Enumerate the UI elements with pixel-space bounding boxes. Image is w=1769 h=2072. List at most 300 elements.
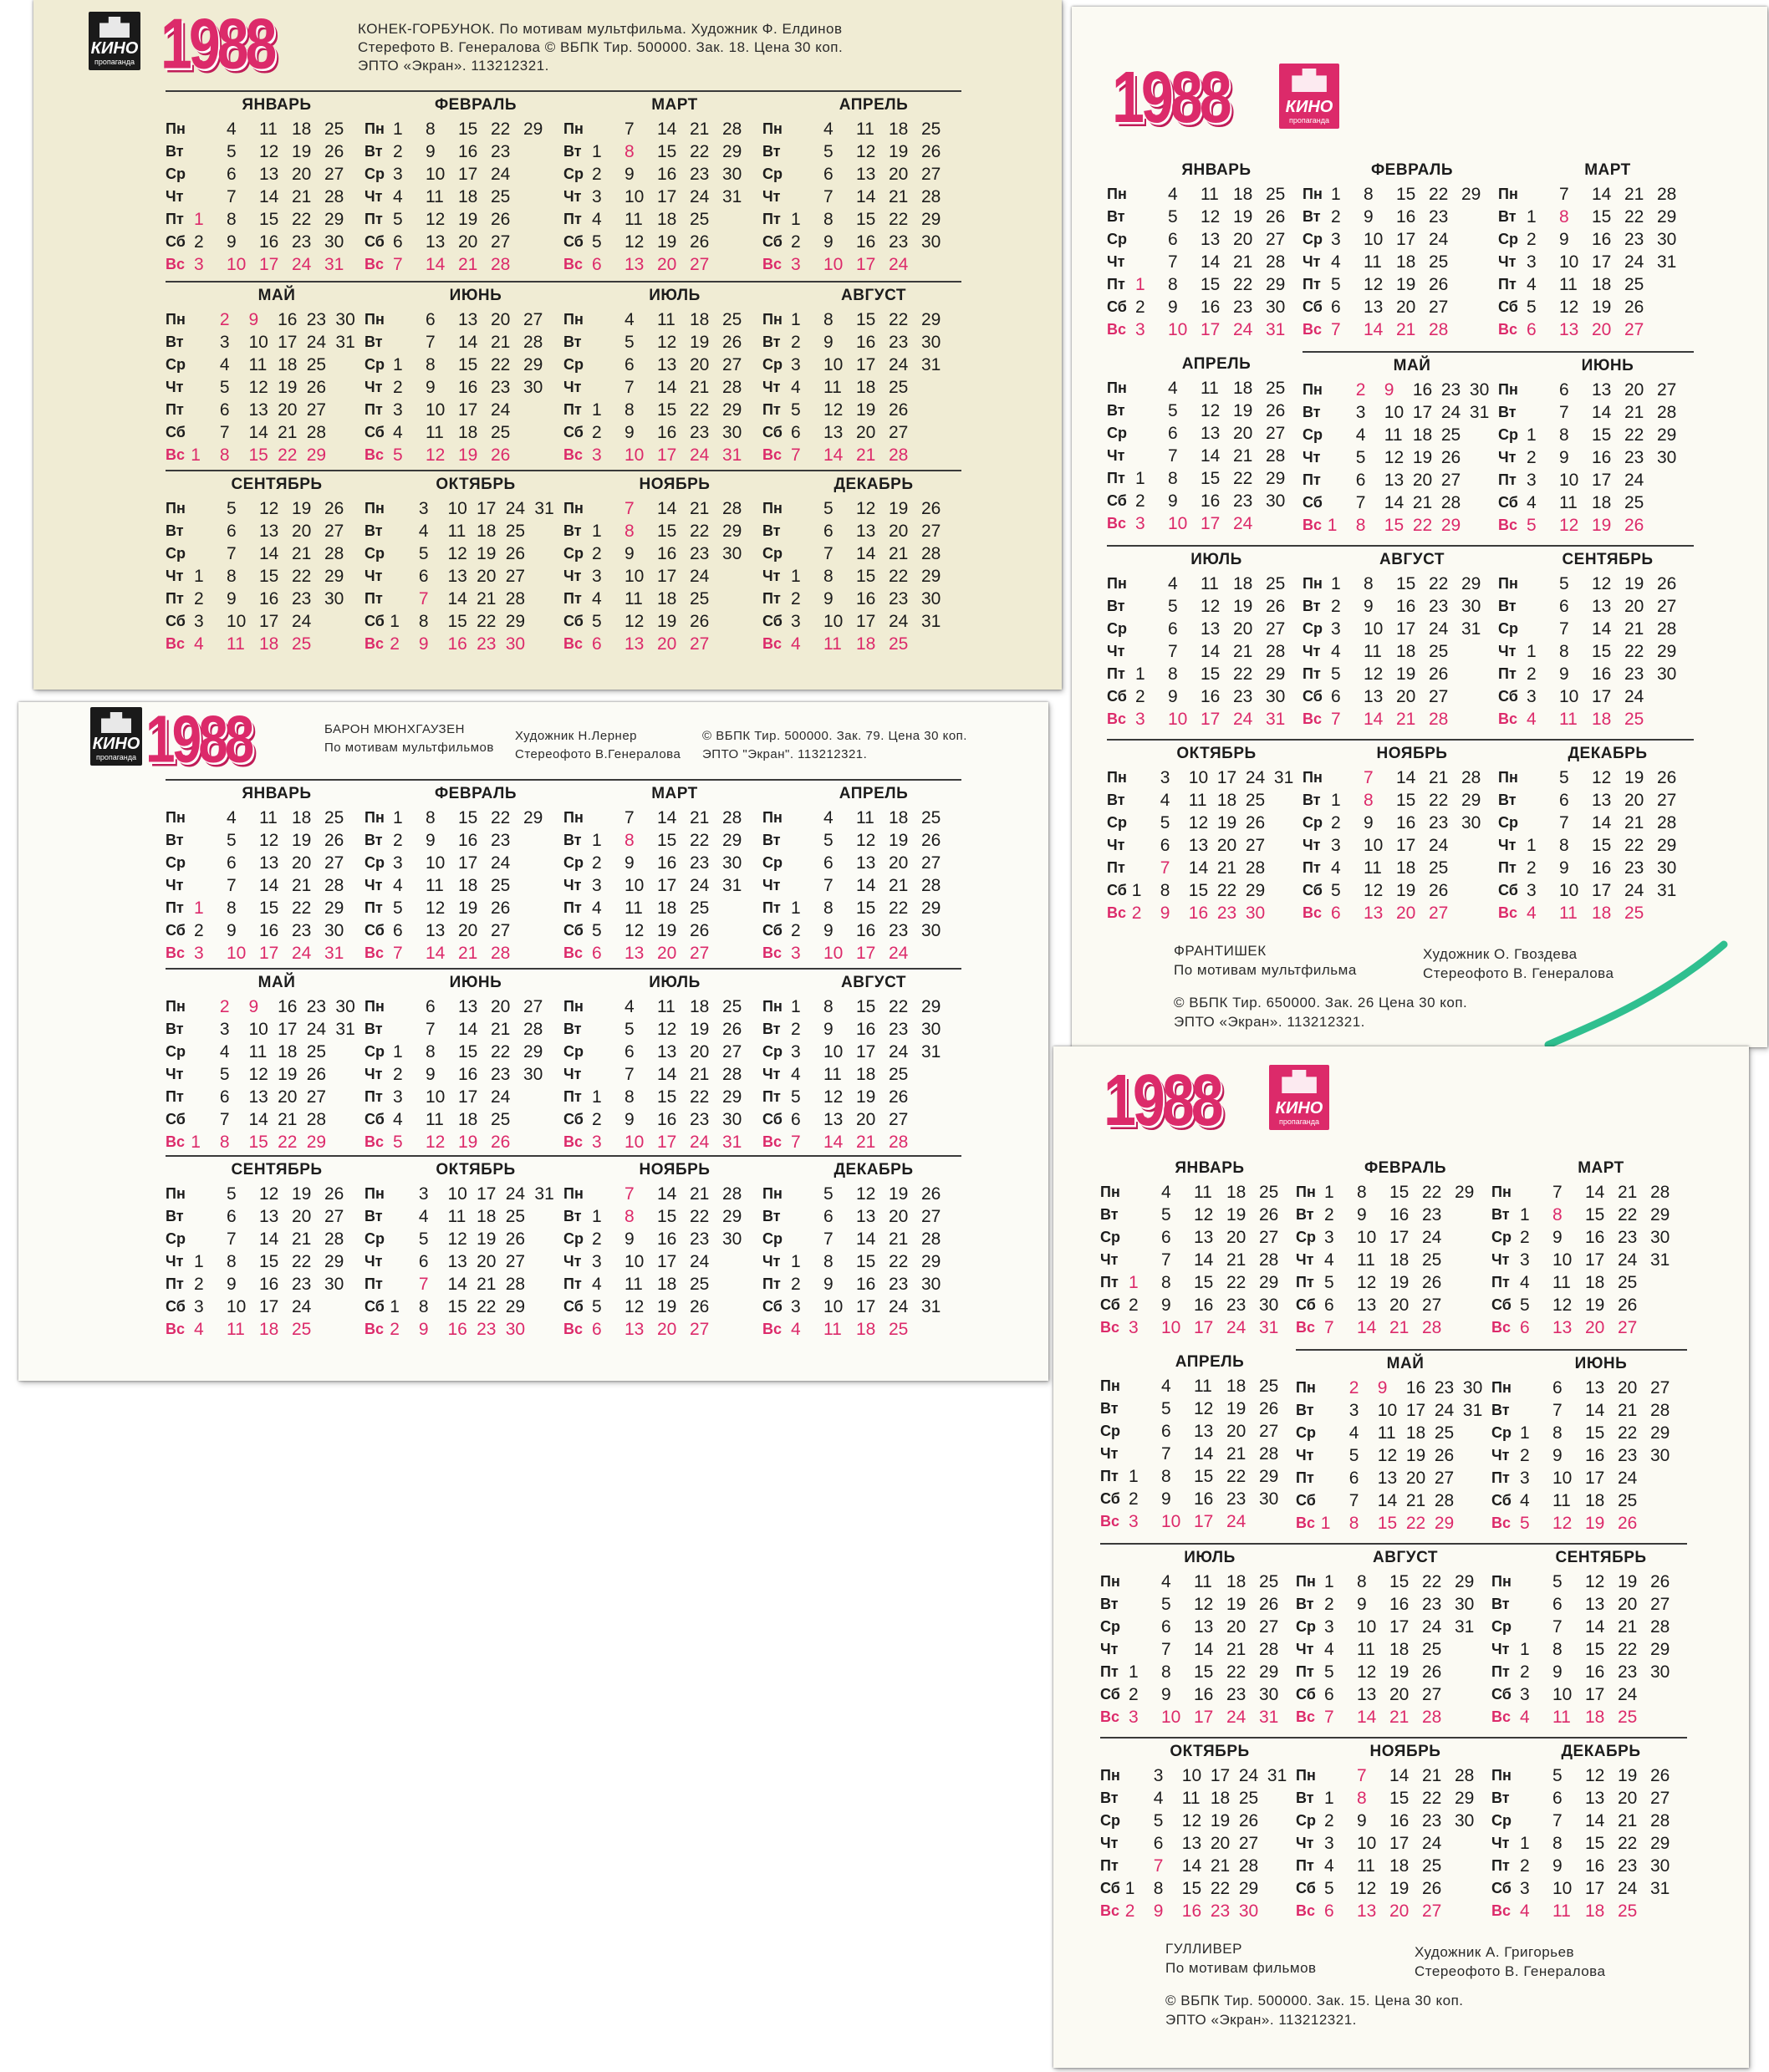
day-cell: 23 xyxy=(690,1110,710,1129)
day-cell: 17 xyxy=(856,255,876,274)
day-cell xyxy=(335,444,365,466)
weekday-label: Пн xyxy=(166,809,186,826)
day-cell: 29 xyxy=(306,1133,327,1152)
day-cell: 26 xyxy=(690,232,710,252)
day-cell: 4 xyxy=(393,876,403,895)
day-cell xyxy=(1129,1226,1161,1249)
weekday-label: Пн xyxy=(1491,1379,1512,1396)
day-cell: 7 xyxy=(791,1133,801,1152)
weekday-label: Вс xyxy=(1100,1319,1120,1336)
day-cell: 27 xyxy=(889,423,909,442)
day-cell xyxy=(1132,834,1160,857)
weekday-label: Ср xyxy=(1498,426,1518,443)
day-cell: 3 xyxy=(592,187,602,206)
day-cell: 23 xyxy=(1233,687,1253,706)
day-cell: 16 xyxy=(259,589,279,608)
day-cell: 14 xyxy=(1396,768,1416,787)
month-name: ЯНВАРЬ xyxy=(242,96,312,114)
day-cell: 11 xyxy=(1357,1856,1375,1876)
weekday-label: Пт xyxy=(1296,1663,1314,1680)
day-cell: 13 xyxy=(1357,1296,1377,1315)
weekday-label: Чт xyxy=(1296,1835,1314,1851)
day-cell: 22 xyxy=(690,1087,710,1107)
weekday-label: Вс xyxy=(365,944,385,961)
day-cell: 21 xyxy=(889,1229,909,1249)
day-cell: 15 xyxy=(1592,836,1612,855)
day-cell: 4 xyxy=(592,589,602,608)
weekday-label: Пн xyxy=(1498,769,1518,786)
day-cell: 15 xyxy=(248,445,268,465)
day-cell: 2 xyxy=(791,232,801,252)
day-cell: 9 xyxy=(1552,1856,1563,1876)
month-name: ДЕКАБРЬ xyxy=(1568,745,1648,762)
day-cell: 26 xyxy=(1266,597,1286,616)
day-cell: 19 xyxy=(690,333,710,352)
calendar-card-konek-gorbunok xyxy=(33,0,1062,690)
day-cell: 10 xyxy=(1559,252,1579,272)
day-cell: 12 xyxy=(856,142,876,161)
day-cell: 17 xyxy=(1216,768,1237,787)
weekday-label: Пт xyxy=(365,1088,383,1105)
day-cell: 9 xyxy=(426,142,436,161)
day-cell xyxy=(791,497,823,520)
day-cell: 22 xyxy=(292,1252,312,1271)
day-cell: 25 xyxy=(1624,710,1644,729)
day-cell: 13 xyxy=(1201,230,1221,249)
weekday-label: Вт xyxy=(762,832,781,848)
day-cell xyxy=(1461,296,1494,318)
day-cell: 14 xyxy=(248,1110,268,1129)
day-cell xyxy=(194,118,227,140)
day-cell xyxy=(1455,1683,1487,1706)
day-cell: 4 xyxy=(791,634,801,654)
day-cell: 15 xyxy=(657,400,677,420)
day-cell xyxy=(1657,491,1690,514)
weekday-label: Пн xyxy=(1491,1767,1512,1784)
day-cell: 29 xyxy=(1461,185,1481,204)
day-cell: 7 xyxy=(1161,1250,1171,1270)
day-cell: 8 xyxy=(625,1207,635,1226)
day-cell: 15 xyxy=(657,1207,677,1226)
day-cell: 11 xyxy=(856,120,874,139)
day-cell xyxy=(523,444,556,466)
day-cell: 30 xyxy=(324,589,344,608)
day-cell: 3 xyxy=(219,333,230,352)
weekday-label: Пн xyxy=(1107,186,1127,202)
day-cell: 12 xyxy=(856,1184,876,1204)
day-cell: 31 xyxy=(1657,252,1677,272)
weekday-label: Пн xyxy=(762,500,783,517)
day-cell xyxy=(592,497,625,520)
day-cell xyxy=(791,874,823,897)
weekday-label: Вс xyxy=(1296,1319,1316,1336)
day-cell: 7 xyxy=(1331,710,1341,729)
day-cell: 17 xyxy=(1194,1318,1214,1337)
weekday-label: Пт xyxy=(563,401,582,418)
day-cell: 9 xyxy=(625,853,635,873)
day-cell: 23 xyxy=(889,333,909,352)
day-cell: 2 xyxy=(1135,298,1145,317)
day-cell xyxy=(592,1183,625,1205)
day-cell: 9 xyxy=(418,634,429,654)
day-cell: 28 xyxy=(722,120,742,139)
day-cell xyxy=(194,874,227,897)
day-cell: 25 xyxy=(1429,252,1449,272)
weekday-label: Пн xyxy=(365,1185,385,1202)
weekday-label: Чт xyxy=(1303,253,1321,270)
day-cell: 4 xyxy=(1160,791,1170,810)
day-cell: 27 xyxy=(889,1110,909,1129)
day-cell: 2 xyxy=(1135,687,1145,706)
day-cell: 2 xyxy=(1520,1228,1530,1247)
month-10 xyxy=(1100,1737,1296,1931)
day-cell: 11 xyxy=(447,522,466,541)
day-cell: 10 xyxy=(1357,1834,1377,1853)
day-cell: 6 xyxy=(592,1320,602,1339)
day-cell: 30 xyxy=(1650,1446,1670,1465)
day-cell: 25 xyxy=(921,808,941,827)
day-cell: 31 xyxy=(324,944,344,963)
day-cell: 28 xyxy=(505,589,526,608)
day-cell: 16 xyxy=(1194,1685,1214,1704)
kinopropaganda-logo: КИНО пропаганда xyxy=(90,707,142,766)
day-cell: 6 xyxy=(1559,597,1569,616)
day-cell: 6 xyxy=(393,921,403,940)
day-cell: 23 xyxy=(1624,858,1644,878)
day-cell: 19 xyxy=(1226,1205,1246,1224)
day-cell: 27 xyxy=(1618,1318,1638,1337)
day-cell: 30 xyxy=(1650,1856,1670,1876)
weekday-label: Вс xyxy=(1303,710,1323,727)
day-cell: 6 xyxy=(592,255,602,274)
day-cell xyxy=(194,1183,227,1205)
day-cell: 3 xyxy=(1348,1401,1359,1420)
day-cell: 23 xyxy=(1422,1205,1442,1224)
day-cell: 11 xyxy=(1194,1377,1212,1396)
month-name: МАРТ xyxy=(1578,1159,1624,1177)
day-cell: 23 xyxy=(1429,813,1449,832)
month-11 xyxy=(1296,1737,1491,1931)
day-cell xyxy=(1461,857,1494,879)
day-cell: 13 xyxy=(856,522,876,541)
weekday-label: Чт xyxy=(1296,1641,1314,1657)
weekday-label: Сб xyxy=(365,1111,385,1128)
day-cell: 26 xyxy=(1245,813,1266,832)
day-cell: 18 xyxy=(1226,1183,1246,1202)
day-cell: 20 xyxy=(491,997,511,1016)
day-cell: 4 xyxy=(227,120,237,139)
day-cell: 20 xyxy=(1624,791,1644,810)
day-cell xyxy=(1274,789,1303,812)
day-cell: 12 xyxy=(1364,275,1384,294)
day-cell: 21 xyxy=(278,1110,298,1129)
day-cell: 27 xyxy=(324,1207,344,1226)
weekday-label: Вс xyxy=(166,1133,186,1150)
day-cell: 18 xyxy=(1233,574,1253,593)
day-cell: 21 xyxy=(1389,1318,1410,1337)
day-cell: 5 xyxy=(1520,1296,1530,1315)
day-cell: 1 xyxy=(1527,425,1537,445)
day-cell: 18 xyxy=(856,1320,876,1339)
day-cell: 7 xyxy=(625,378,635,397)
day-cell: 15 xyxy=(856,1252,876,1271)
day-cell: 26 xyxy=(324,499,344,518)
day-cell: 14 xyxy=(1377,1491,1398,1510)
day-cell xyxy=(534,1318,563,1341)
day-cell: 8 xyxy=(1168,275,1178,294)
weekday-label: Чт xyxy=(1100,1835,1119,1851)
day-cell: 28 xyxy=(722,1184,742,1204)
day-cell: 28 xyxy=(1266,252,1286,272)
day-cell: 4 xyxy=(418,1207,429,1226)
day-cell: 4 xyxy=(393,423,403,442)
day-cell: 27 xyxy=(306,400,327,420)
day-cell: 25 xyxy=(1259,1377,1279,1396)
day-cell: 10 xyxy=(227,255,247,274)
day-cell: 31 xyxy=(1650,1879,1670,1898)
month-1 xyxy=(166,92,365,281)
day-cell: 24 xyxy=(889,612,909,631)
day-cell: 8 xyxy=(1559,207,1569,227)
day-cell: 8 xyxy=(1559,836,1569,855)
day-cell: 11 xyxy=(1201,185,1219,204)
day-cell: 4 xyxy=(1331,858,1341,878)
year-title: 1988 xyxy=(1112,56,1229,138)
day-cell: 15 xyxy=(458,120,478,139)
day-cell: 17 xyxy=(657,1252,677,1271)
day-cell: 5 xyxy=(219,1065,230,1084)
day-cell: 23 xyxy=(292,1275,312,1294)
weekday-label: Вс xyxy=(762,635,783,652)
day-cell: 11 xyxy=(1559,904,1578,923)
day-cell: 26 xyxy=(921,831,941,850)
day-cell: 1 xyxy=(194,899,204,918)
day-cell: 18 xyxy=(477,1207,497,1226)
day-cell: 16 xyxy=(1181,1901,1202,1921)
day-cell: 9 xyxy=(1559,664,1569,684)
day-cell: 7 xyxy=(791,445,801,465)
day-cell: 5 xyxy=(625,333,635,352)
day-cell: 14 xyxy=(657,378,677,397)
day-cell: 21 xyxy=(1624,619,1644,639)
day-cell: 28 xyxy=(1455,1766,1475,1785)
weekday-label: Вт xyxy=(1491,1402,1510,1418)
day-cell: 27 xyxy=(324,522,344,541)
day-cell xyxy=(1321,1377,1349,1399)
day-cell: 2 xyxy=(1129,1296,1139,1315)
day-cell: 17 xyxy=(856,1297,876,1316)
weekday-label: Вт xyxy=(1296,1596,1314,1612)
day-cell: 9 xyxy=(1552,1446,1563,1465)
day-cell: 26 xyxy=(1429,881,1449,900)
day-cell: 24 xyxy=(1226,1512,1246,1531)
weekday-label: Вс xyxy=(1100,1902,1120,1919)
day-cell: 22 xyxy=(889,899,909,918)
day-cell: 4 xyxy=(1168,379,1178,398)
month-name: ФЕВРАЛЬ xyxy=(1370,161,1454,179)
month-name: НОЯБРЬ xyxy=(1376,745,1448,762)
month-name: МАЙ xyxy=(257,974,296,991)
day-cell xyxy=(191,1041,220,1063)
day-cell: 11 xyxy=(1194,1572,1212,1591)
day-cell: 5 xyxy=(1355,448,1366,467)
month-name: ФЕВРАЛЬ xyxy=(434,785,517,802)
day-cell: 1 xyxy=(194,1252,204,1271)
day-cell: 11 xyxy=(1559,275,1578,294)
day-cell: 24 xyxy=(690,876,710,895)
day-cell: 4 xyxy=(227,808,237,827)
day-cell: 9 xyxy=(1559,448,1569,467)
weekday-label: Пт xyxy=(563,1275,582,1292)
weekday-label: Ср xyxy=(1303,231,1323,247)
weekday-label: Пт xyxy=(1296,1469,1314,1486)
weekday-label: Ср xyxy=(365,545,385,562)
day-cell: 25 xyxy=(1266,185,1286,204)
day-cell: 5 xyxy=(1153,1811,1164,1830)
weekday-label: Вт xyxy=(762,1021,781,1037)
day-cell: 24 xyxy=(1245,768,1266,787)
day-cell: 11 xyxy=(1357,1640,1375,1659)
day-cell: 10 xyxy=(447,1184,467,1204)
day-cell: 1 xyxy=(191,445,201,465)
weekday-label: Ср xyxy=(563,1230,584,1247)
weekday-label: Чт xyxy=(762,568,781,584)
day-cell: 16 xyxy=(1585,1446,1605,1465)
calendar-grid xyxy=(166,779,961,1342)
day-cell xyxy=(1132,789,1160,812)
month-11 xyxy=(563,470,762,659)
day-cell: 20 xyxy=(1216,836,1237,855)
day-cell xyxy=(1657,296,1690,318)
day-cell: 7 xyxy=(823,876,834,895)
day-cell xyxy=(1129,1616,1161,1638)
day-cell: 8 xyxy=(823,1252,834,1271)
day-cell: 5 xyxy=(227,1184,237,1204)
day-cell: 31 xyxy=(1259,1318,1279,1337)
day-cell: 25 xyxy=(1259,1183,1279,1202)
weekday-label: Сб xyxy=(365,613,385,629)
day-cell: 17 xyxy=(1585,1879,1605,1898)
day-cell: 29 xyxy=(1440,516,1461,535)
day-cell: 22 xyxy=(1624,425,1644,445)
day-cell: 9 xyxy=(1357,1811,1367,1830)
day-cell: 3 xyxy=(1527,881,1537,900)
day-cell: 13 xyxy=(1194,1617,1214,1637)
day-cell xyxy=(722,253,755,276)
day-cell: 17 xyxy=(1396,230,1416,249)
weekday-label: Сб xyxy=(365,1298,385,1315)
day-cell: 2 xyxy=(194,589,204,608)
day-cell: 10 xyxy=(1168,710,1188,729)
weekday-label: Пн xyxy=(166,1185,186,1202)
day-cell: 15 xyxy=(1585,1423,1605,1443)
day-cell: 14 xyxy=(259,1229,279,1249)
day-cell: 19 xyxy=(1389,1662,1410,1682)
day-cell: 18 xyxy=(292,808,312,827)
day-cell: 27 xyxy=(1259,1617,1279,1637)
day-cell: 12 xyxy=(259,831,279,850)
day-cell xyxy=(592,1041,625,1063)
day-cell: 17 xyxy=(1389,1617,1410,1637)
day-cell: 21 xyxy=(1405,1491,1426,1510)
day-cell: 22 xyxy=(1233,469,1253,488)
weekday-label: Вт xyxy=(1491,1596,1510,1612)
day-cell: 28 xyxy=(1657,403,1677,422)
weekday-label: Вт xyxy=(166,333,184,350)
weekday-label: Вт xyxy=(1296,1789,1314,1806)
day-cell: 25 xyxy=(324,120,344,139)
day-cell xyxy=(523,163,556,186)
day-cell xyxy=(191,399,220,421)
weekday-label: Пн xyxy=(1107,769,1127,786)
day-cell: 15 xyxy=(259,1252,279,1271)
weekday-label: Ср xyxy=(166,854,186,871)
day-cell: 18 xyxy=(657,210,677,229)
day-cell: 19 xyxy=(1618,1572,1638,1591)
day-cell: 5 xyxy=(1324,1879,1334,1898)
day-cell: 13 xyxy=(447,1252,467,1271)
day-cell: 26 xyxy=(1440,448,1461,467)
day-cell: 11 xyxy=(447,1207,466,1226)
weekday-label: Пт xyxy=(1100,1468,1119,1484)
day-cell: 18 xyxy=(1216,791,1237,810)
day-cell: 16 xyxy=(856,232,876,252)
day-cell: 21 xyxy=(1233,446,1253,466)
day-cell: 14 xyxy=(1188,858,1209,878)
day-cell xyxy=(1321,1467,1349,1489)
day-cell: 26 xyxy=(921,142,941,161)
day-cell: 23 xyxy=(1618,1446,1638,1465)
day-cell: 17 xyxy=(856,355,876,374)
weekday-label: Пт xyxy=(365,899,383,916)
weekday-label: Ср xyxy=(1107,620,1127,637)
month-10 xyxy=(365,1155,563,1342)
day-cell: 13 xyxy=(625,255,645,274)
day-cell: 11 xyxy=(856,808,874,827)
day-cell: 3 xyxy=(791,355,801,374)
day-cell xyxy=(1135,400,1168,422)
card-footer-imprint: © ВБПК Тир. 650000. Зак. 26 Цена 30 коп. ЭПТО «Экран». 113212321. xyxy=(1174,995,1468,1030)
day-cell: 22 xyxy=(1618,1834,1638,1853)
day-cell: 27 xyxy=(523,310,543,329)
day-cell: 21 xyxy=(856,1133,876,1152)
day-cell: 31 xyxy=(335,333,355,352)
day-cell: 7 xyxy=(227,187,237,206)
day-cell: 22 xyxy=(690,831,710,850)
day-cell xyxy=(1520,1616,1552,1638)
day-cell: 17 xyxy=(1201,710,1221,729)
day-cell: 24 xyxy=(505,1184,526,1204)
day-cell: 19 xyxy=(1233,597,1253,616)
day-cell xyxy=(722,1296,755,1318)
day-cell: 13 xyxy=(1585,1378,1605,1397)
day-cell: 11 xyxy=(823,634,842,654)
day-cell: 28 xyxy=(722,808,742,827)
weekday-label: Сб xyxy=(1498,494,1518,511)
day-cell: 26 xyxy=(1266,401,1286,420)
day-cell: 3 xyxy=(1520,1469,1530,1488)
day-cell: 17 xyxy=(259,612,279,631)
weekday-label: Сб xyxy=(1303,298,1323,315)
day-cell: 29 xyxy=(1245,881,1266,900)
calendar-grid xyxy=(1100,1155,1687,1931)
weekday-label: Пт xyxy=(1491,1663,1510,1680)
day-cell xyxy=(335,354,365,376)
day-cell: 13 xyxy=(1559,320,1579,339)
day-cell: 7 xyxy=(1161,1444,1171,1464)
day-cell: 13 xyxy=(426,232,446,252)
day-cell xyxy=(1331,766,1364,789)
